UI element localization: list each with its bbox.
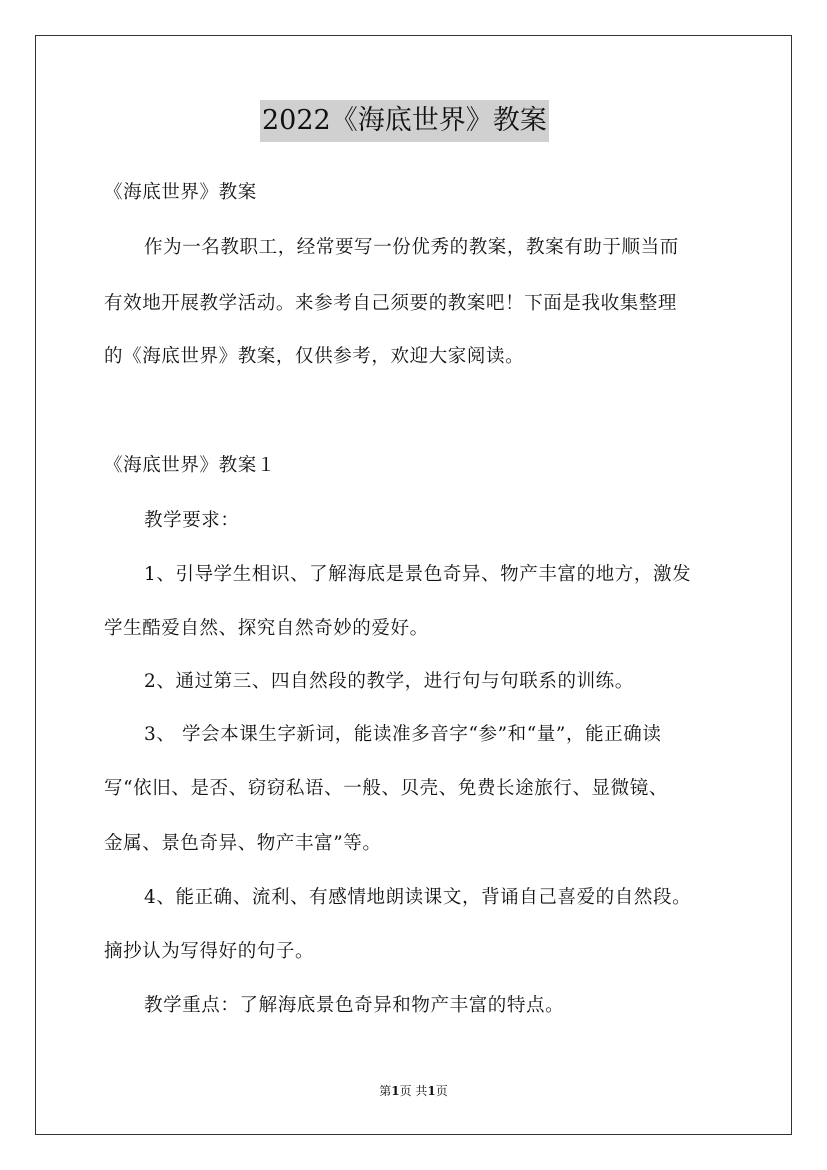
intro-line-2: 有效地开展教学活动。来参考自己须要的教案吧！下面是我收集整理 (104, 293, 678, 314)
section-heading: 《海底世界》教案１ (104, 455, 276, 476)
requirement-item-2: 2、通过第三、四自然段的教学，进行句与句联系的训练。 (144, 671, 634, 692)
requirement-item-4-line-2: 摘抄认为写得好的句子。 (104, 941, 315, 962)
requirement-item-3-line-1: 3、 学会本课生字新词，能读准多音字“参”和“量”，能正确读 (144, 724, 662, 745)
footer-middle: 页 共 (399, 1084, 428, 1098)
footer-page-number: 1 (391, 1084, 400, 1098)
requirements-label: 教学要求： (144, 510, 240, 531)
requirement-item-1-line-2: 学生酷爱自然、探究自然奇妙的爱好。 (104, 618, 429, 639)
footer-suffix: 页 (435, 1084, 448, 1098)
key-point: 教学重点：了解海底景色奇异和物产丰富的特点。 (144, 995, 565, 1016)
document-subtitle: 《海底世界》教案 (104, 182, 257, 203)
intro-line-1: 作为一名教职工，经常要写一份优秀的教案，教案有助于顺当而 (144, 237, 679, 258)
footer-page-total: 1 (427, 1084, 436, 1098)
requirement-item-3-line-3: 金属、景色奇异、物产丰富”等。 (104, 833, 382, 854)
requirement-item-4-line-1: 4、能正确、流利、有感情地朗读课文，背诵自己喜爱的自然段。 (144, 887, 692, 908)
document-title: 2022《海底世界》教案 (260, 100, 549, 142)
footer-prefix: 第 (379, 1084, 392, 1098)
page-footer (0, 1083, 827, 1099)
intro-line-3: 的《海底世界》教案，仅供参考，欢迎大家阅读。 (104, 346, 525, 367)
requirement-item-1-line-1: 1、引导学生相识、了解海底是景色奇异、物产丰富的地方，激发 (144, 564, 692, 585)
requirement-item-3-line-2: 写“依旧、是否、窃窃私语、一般、贝壳、免费长途旅行、显微镜、 (104, 778, 668, 799)
